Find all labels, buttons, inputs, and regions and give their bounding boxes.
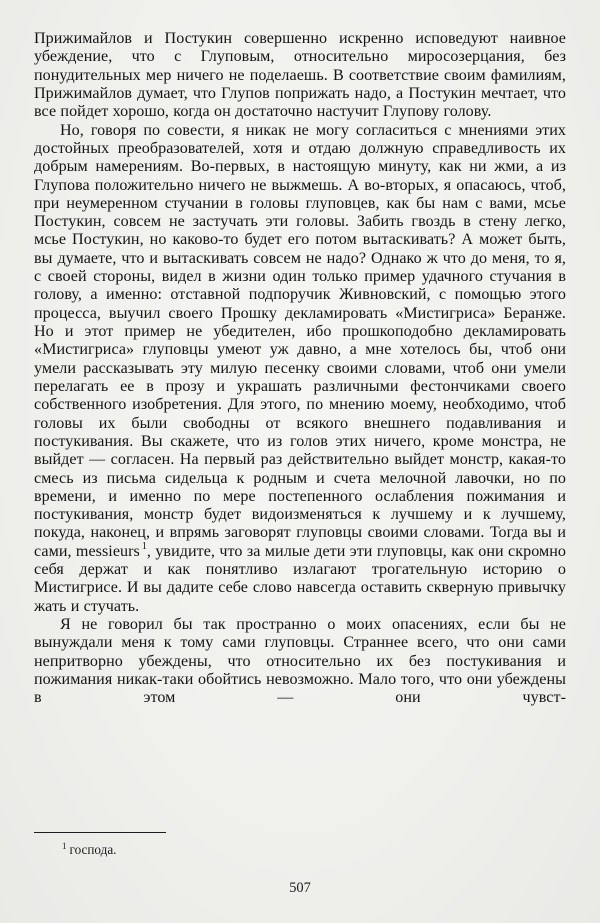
footnote-entry bbox=[34, 842, 566, 858]
footnote-text: господа. bbox=[69, 842, 117, 858]
footnote-separator-rule bbox=[34, 832, 166, 833]
body-text-block bbox=[34, 30, 566, 708]
paragraph-2-text-after-footnote: , увидите, что за милые дети эти глуповцы, как они скромно себя держат и как понятливо излагают трогательную историю о Мистигрисе. И вы дадите себе слово навсегда оставить скверную привычку жать и стучать. bbox=[34, 542, 566, 615]
paragraph-2-text-before-footnote: Но, говоря по совести, я никак не могу согласиться с мнениями этих достойных преобразователей, хотя и отдаю должную справедливость их добрым намерениям. Во-первых, в настоящую минуту, как ни жми, а из Глупова положительно ничего не выжмешь. А во-вторых, я опасаюсь, чтоб, при неумеренном стучании в головы глуповцев, как бы нам с вами, мсье Постукин, совсем не застучать эти головы. Забить гвоздь в стену легко, мсье Постукин, но каково-то будет его потом вытаскивать? А может быть, вы думаете, что и вытаскивать совсем не надо? Однако ж что до меня, то я, с своей стороны, видел в жизни один только пример удачного стучания в голову, а именно: отставной подпоручик Живновский, с помощью этого процесса, выучил своего Прошку декламировать «Мистигриса» Беранже. Но и этот пример не убедителен, ибо прошкоподобно декламировать «Мистигриса» глуповцы умеют уж давно, а мне хотелось бы, чтоб они умели рассказывать эту милую песенку своими словами, чтоб они умели перелагать ее в прозу и украшать различными фестончиками своего собственного изобретения. Для этого, по мнению моему, необходимо, чтоб головы их были свободны от всякого внешнего подавливания и постукивания. Вы скажете, что из голов этих ничего, кроме монстра, не выйдет — согласен. На первый раз действительно выйдет монстр, какая-то смесь из письма сидельца к родным и счета мелочной лавочки, но по времени, и именно по мере постепенного ослабления пожимания и постукивания, монстр будет видоизменяться к лучшему и к лучшему, покуда, наконец, и впрямь заговорят глуповцы своими словами. Тогда вы и сами, bbox=[34, 121, 566, 560]
latin-word-messieurs: messieurs bbox=[75, 542, 140, 560]
page-number: 507 bbox=[289, 880, 311, 896]
paragraph-2 bbox=[34, 122, 566, 616]
footnote-area bbox=[34, 832, 566, 858]
footnote-reference-marker[interactable]: 1 bbox=[141, 541, 147, 553]
paragraph-1: Прижимайлов и Постукин совершенно искренно исповедуют наивное убеждение, что с Глуповым, относительно миросозерцания, без понудительных мер ничего не поделаешь. В соответствие своим фамилиям, Прижимайлов думает, что Глупов поприжать надо, а Постукин мечтает, что все пойдет хорошо, когда он достаточно настучит Глупову голову. bbox=[34, 30, 566, 121]
footnote-number: 1 bbox=[62, 841, 67, 851]
paragraph-3: Я не говорил бы так пространно о моих опасениях, если бы не вынуждали меня к тому сами глуповцы. Страннее всего, что они сами непритворно убеждены, что относительно их без постукивания и пожимания никак-таки обойтись невозможно. Мало того, что они убеждены в этом — они чувст- bbox=[34, 616, 566, 707]
